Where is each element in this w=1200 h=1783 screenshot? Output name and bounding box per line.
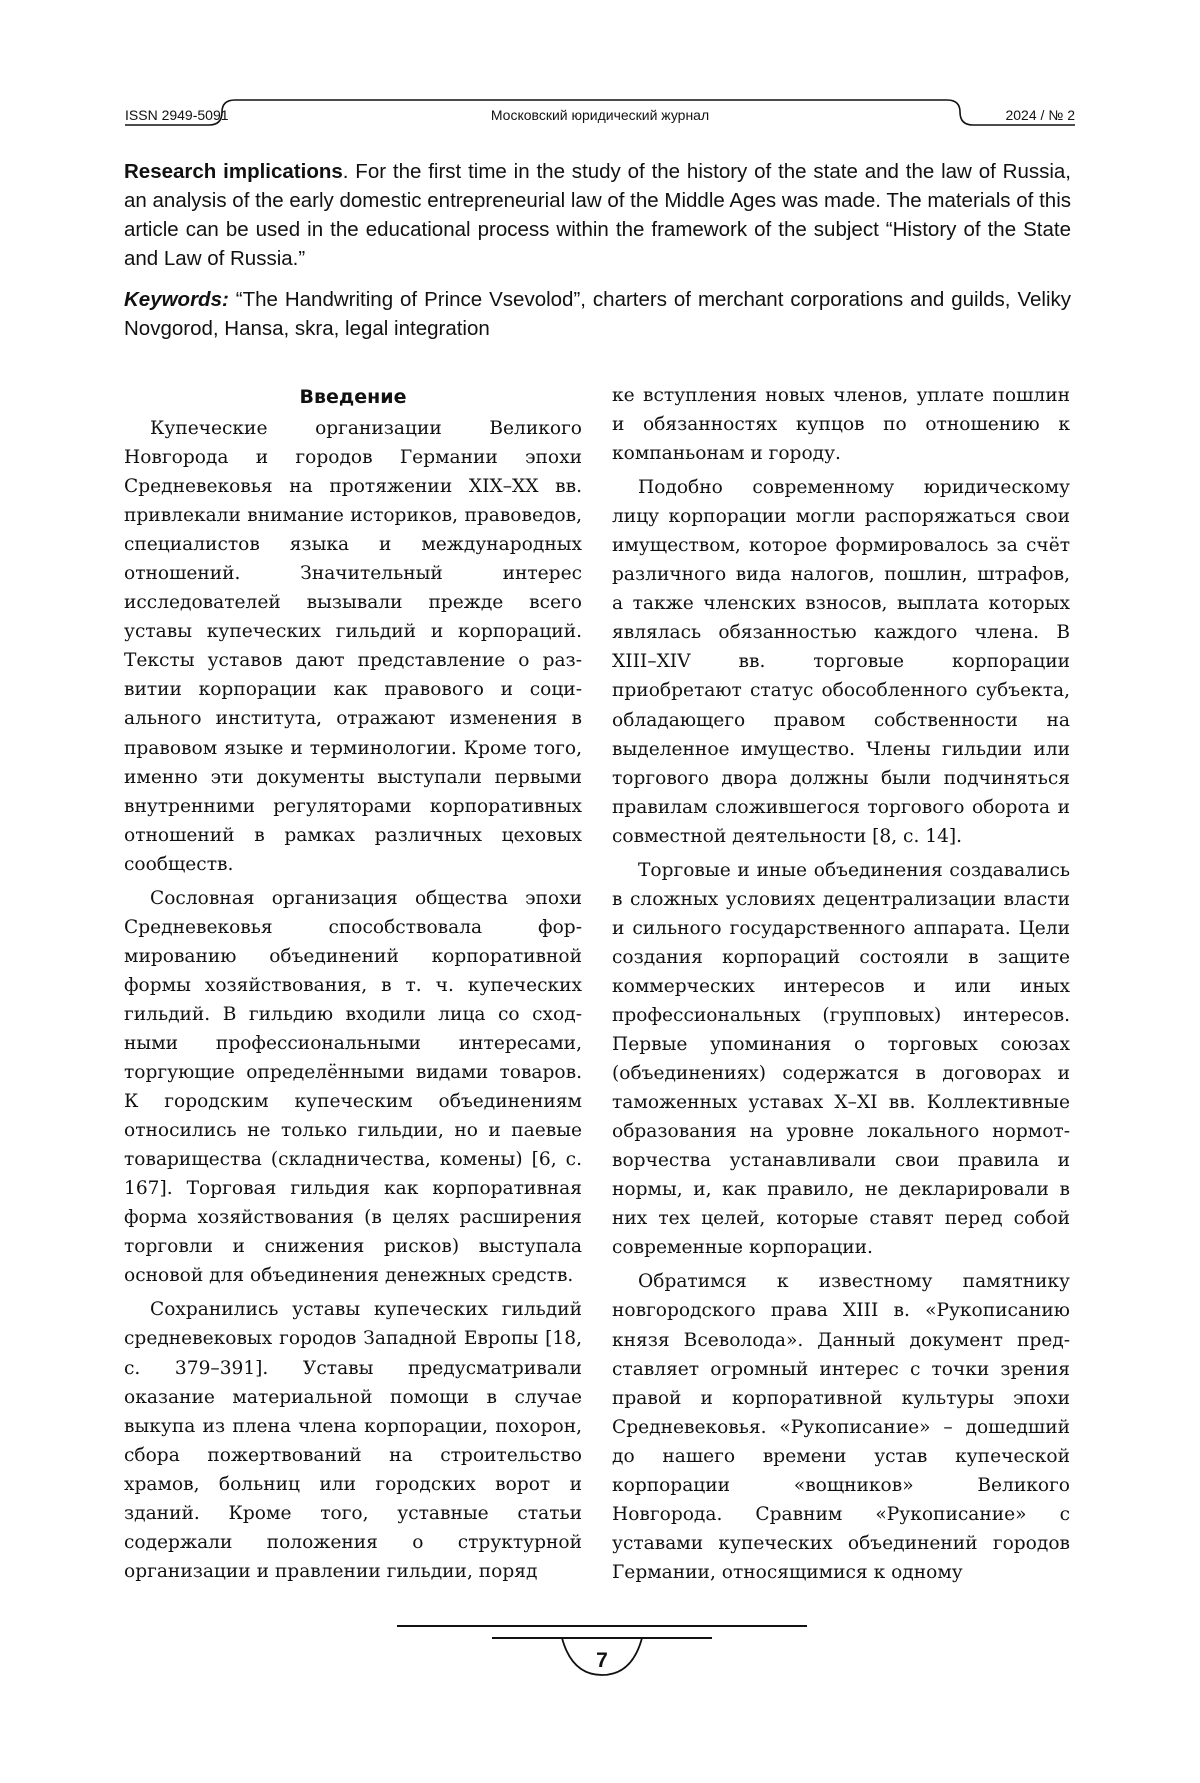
keywords-label: Keywords: xyxy=(124,288,229,311)
page-number: 7 xyxy=(596,1649,608,1672)
body-paragraph: Торговые и иные объединения создавались в сложных условиях децентрализации власти и сильного государственного аппарата. Цели создания корпораций состояли в защите коммерческих интересов и или иных профессиональных (групповых) интересов. Первые упоминания о торговых союзах (объединениях) содержатся в договорах и таможенных уставах X–XI вв. Коллективные образования на уровне локального нормотворчества устанавливали свои правила и нормы, и, как правило, не декларировали в них тех целей, которые ставят перед собой современные корпорации. xyxy=(612,859,1070,1259)
journal-title: Московский юридический журнал xyxy=(490,107,710,123)
page-footer xyxy=(397,1625,807,1685)
section-heading-introduction: Введение xyxy=(299,386,407,408)
research-implications-text: . For the first time in the study of the history of the state and the law of Russia, an analysis of the early domestic entrepreneurial law of the Middle Ages was made. The materials of this article can be used in the educational process within the framework of the subject “History of the State and Law of Russia.” xyxy=(124,160,1071,270)
keywords-paragraph xyxy=(124,285,1071,343)
body-paragraph: Сохранились уставы купеческих гильдий средневековых городов Западной Европы [18, с. 379–391]. Уставы предусматривали оказание материальной помощи в случае выкупа из плена члена корпорации, похорон, сбора пожертвований на строительство храмов, больниц или городских ворот и зданий. Кроме того, уставные статьи содержали положения о структурной организации и правлении гильдии, поряд xyxy=(124,1299,582,1582)
issue-label: 2024 / № 2 xyxy=(1005,107,1075,123)
research-implications-label: Research implications xyxy=(124,160,343,183)
body-paragraph-continued: ке вступления новых членов, уплате пошлин и обязанностях купцов по отношению к компаньонам и городу. xyxy=(612,385,1070,465)
running-header xyxy=(125,92,1075,140)
body-paragraph: Подобно современному юридическому лицу корпорации могли распоряжаться свои имуществом, которое формировалось за счёт различного вида налогов, пошлин, штрафов, а также членских взносов, выплата которых являлась обязанностью каждого члена. В XIII–XIV вв. торговые корпорации приобретают статус обособленного субъекта, обладающего правом собственности на выделенное имущество. Члены гильдии или торгового двора должны были подчиняться правилам сложившегося торгового оборота и совместной деятельности [8, с. 14]. xyxy=(612,477,1070,847)
issn-label: ISSN 2949-5091 xyxy=(125,107,229,123)
body-paragraph: Обратимся к известному памятнику новгородского права XIII в. «Рукописанию князя Всеволода». Данный документ представляет огромный интерес с точки зрения правой и корпоративной культуры эпохи Средневековья. «Рукописание» – дошедший до нашего времени устав купеческой корпорации «вощников» Великого Новгорода. Сравним «Рукописание» с уставами купеческих объединений городов Германии, относящимися к одному xyxy=(612,1271,1070,1583)
keywords-text: “The Handwriting of Prince Vsevolod”, charters of merchant corporations and guilds, Veliky Novgorod, Hansa, skra, legal integration xyxy=(124,288,1071,340)
left-column xyxy=(124,414,582,1586)
body-paragraph: Купеческие организации Великого Новгорода и городов Германии эпохи Средневековья на протяжении XIX–XX вв. привлекали внимание историков, правоведов, специалистов языка и международных отношений. Значительный интерес исследователей вызывали прежде всего уставы купеческих гильдий и корпораций. Тексты уставов дают представление о развитии корпорации как правового и социального института, отражают изменения в правовом языке и терминологии. Кроме того, именно эти документы выступали первыми внутренними регуляторами корпоративных отношений в рамках различных цеховых сообществ. xyxy=(124,418,582,875)
abstract xyxy=(124,157,1071,343)
body-paragraph: Сословная организация общества эпохи Средневековья способствовала формированию объединений корпоративной формы хозяйствования, в т. ч. купеческих гильдий. В гильдию входили лица со сходными профессиональными интересами, торгующие определёнными видами товаров. К городским купеческим объединениям относились не только гильдии, но и паевые товарищества (складничества, комены) [6, с. 167]. Торговая гильдия как корпоративная форма хозяйствования (в целях расширения торговли и снижения рисков) выступала основой для объединения денежных средств. xyxy=(124,887,582,1287)
research-implications-paragraph xyxy=(124,157,1071,273)
right-column xyxy=(612,381,1070,1587)
